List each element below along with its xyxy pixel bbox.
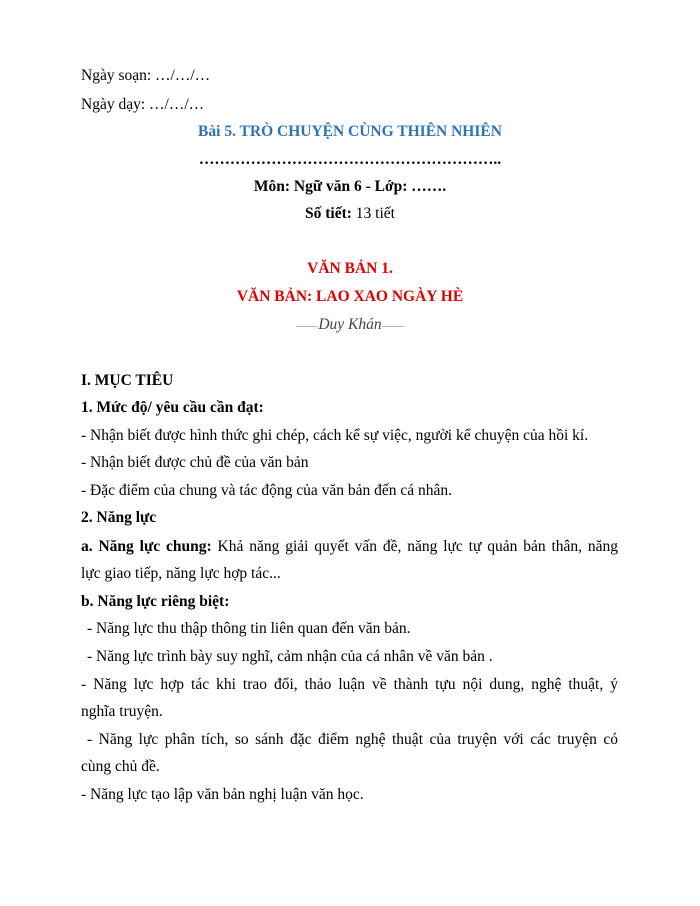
b-item4-line2: cùng chủ đề. xyxy=(81,758,160,775)
section-heading: I. MỤC TIÊU xyxy=(81,372,174,389)
author-underline-right xyxy=(382,325,404,327)
list-item: - Năng lực trình bày suy nghĩ, cảm nhận của cá nhân về văn bản . xyxy=(87,648,493,665)
b-item3-line2: nghĩa truyện. xyxy=(81,703,163,720)
author-line xyxy=(0,315,700,335)
author-name: Duy Khán xyxy=(318,316,382,333)
author-underline-left xyxy=(296,325,318,327)
text-title-2: VĂN BẢN: LAO XAO NGÀY HÈ xyxy=(236,288,464,305)
b-label: b. Năng lực riêng biệt: xyxy=(81,593,230,610)
ngay-soan: Ngày soạn: …/…/… xyxy=(81,67,211,84)
list-item: - Nhận biết được hình thức ghi chép, cách kể sự việc, người kể chuyện của hồi kí. xyxy=(81,427,589,444)
dotted-line: ………………………………………………….. xyxy=(198,151,502,168)
b-item4-line1: - Năng lực phân tích, so sánh đặc điểm nghệ thuật của truyện với các truyện có xyxy=(87,731,618,748)
text-title-1: VĂN BẢN 1. xyxy=(307,260,393,277)
sub-heading-1: 1. Mức độ/ yêu cầu cần đạt: xyxy=(81,399,264,416)
subject-line: Môn: Ngữ văn 6 - Lớp: ……. xyxy=(253,178,447,195)
b-item3-line1: - Năng lực hợp tác khi trao đổi, thảo luận về thành tựu nội dung, nghệ thuật, ý xyxy=(81,676,618,693)
so-tiet-value: 13 tiết xyxy=(351,205,395,222)
so-tiet-line xyxy=(0,204,700,224)
a-line-1 xyxy=(81,537,618,557)
b-item5: - Năng lực tạo lập văn bản nghị luận văn học. xyxy=(81,786,364,803)
list-item: - Năng lực thu thập thông tin liên quan đến văn bản. xyxy=(87,620,411,637)
a-text-1: Khả năng giải quyết vấn đề, năng lực tự quản bản thân, năng xyxy=(211,538,618,555)
a-line-2: lực giao tiếp, năng lực hợp tác... xyxy=(81,565,281,582)
so-tiet-label: Số tiết: xyxy=(305,205,352,222)
lesson-title: Bài 5. TRÒ CHUYỆN CÙNG THIÊN NHIÊN xyxy=(198,123,502,140)
ngay-day: Ngày dạy: …/…/… xyxy=(81,96,205,113)
sub-heading-2: 2. Năng lực xyxy=(81,509,157,526)
a-label: a. Năng lực chung: xyxy=(81,538,212,555)
list-item: - Nhận biết được chủ đề của văn bản xyxy=(81,454,309,471)
list-item: - Đặc điểm của chung và tác động của văn bản đến cá nhân. xyxy=(81,482,452,499)
